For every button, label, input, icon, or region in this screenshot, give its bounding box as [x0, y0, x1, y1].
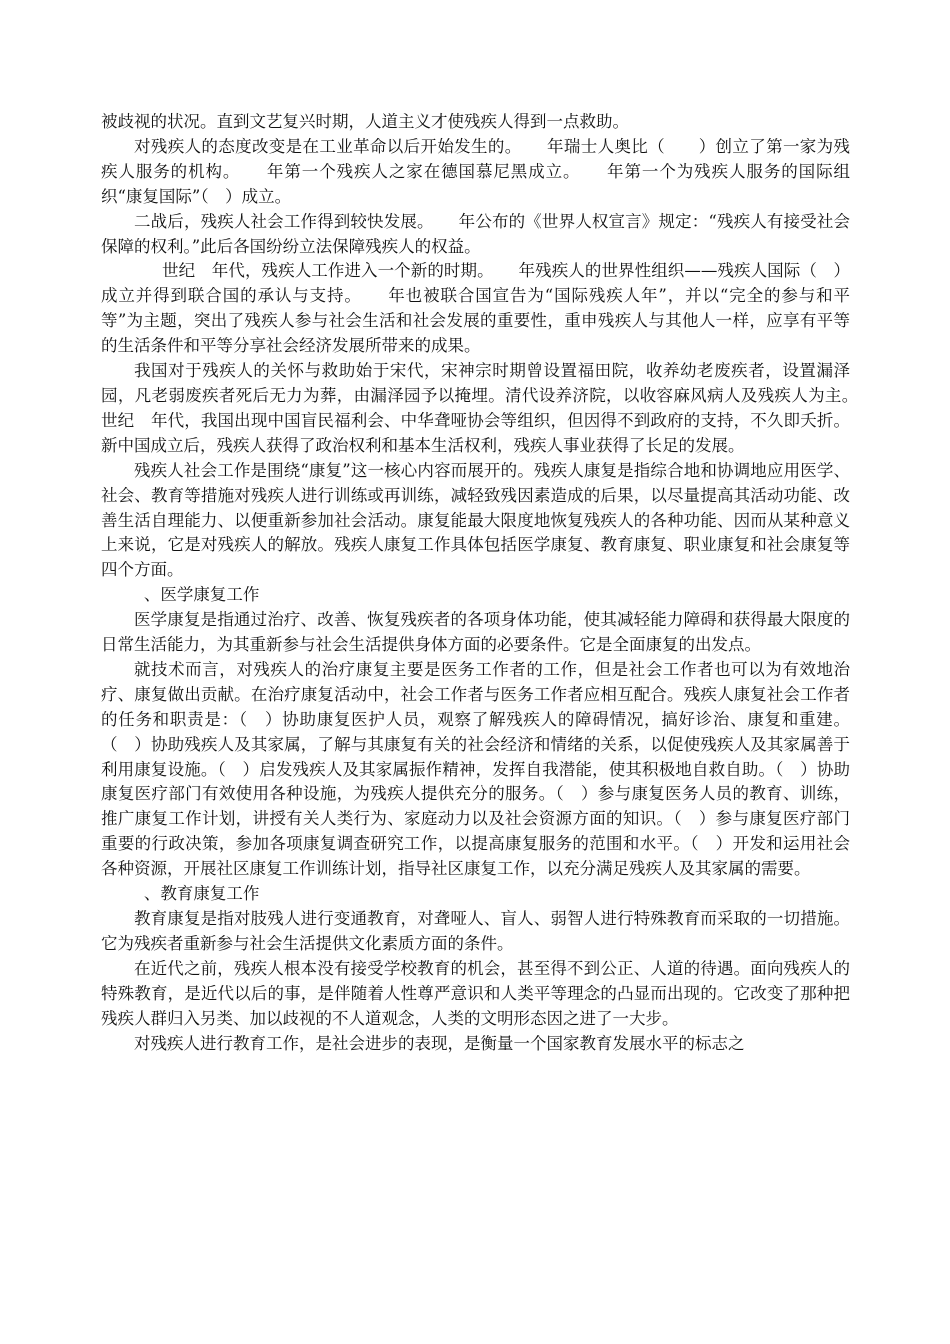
paragraph-6: 残疾人社会工作是围绕“康复”这一核心内容而展开的。残疾人康复是指综合地和协调地应用医学、社会、教育等措施对残疾人进行训练或再训练，减轻致残因素造成的后果，以尽量提高其活动功能、改善生活自理能力、以便重新参加社会活动。康复能最大限度地恢复残疾人的各种功能、因而从某种意义上来说，它是对残疾人的解放。残疾人康复工作具体包括医学康复、教育康复、职业康复和社会康复等四个方面。 — [101, 460, 850, 580]
paragraph-3: 二战后，残疾人社会工作得到较快发展。 年公布的《世界人权宣言》规定：“残疾人有接受社会保障的权利。”此后各国纷纷立法保障残疾人的权益。 — [101, 211, 850, 256]
document-page — [101, 110, 867, 1056]
paragraph-1: 被歧视的状况。直到文艺复兴时期，人道主义才使残疾人得到一点救助。 — [101, 112, 629, 131]
paragraph-10: 在近代之前，残疾人根本没有接受学校教育的机会，甚至得不到公正、人道的待遇。面向残疾人的特殊教育，是近代以后的事，是伴随着人性尊严意识和人类平等理念的凸显而出现的。它改变了那种把残疾人群归入另类、加以歧视的不人道观念，人类的文明形态因之进了一大步。 — [101, 958, 850, 1028]
paragraph-8: 就技术而言，对残疾人的治疗康复主要是医务工作者的工作，但是社会工作者也可以为有效地治疗、康复做出贡献。在治疗康复活动中，社会工作者与医务工作者应相互配合。残疾人康复社会工作者的任务和职责是：（ ）协助康复医护人员，观察了解残疾人的障碍情况，搞好诊治、康复和重建。（ ）协助残疾人及其家属，了解与其康复有关的社会经济和情绪的关系，以促使残疾人及其家属善于利用康复设施。（ ）启发残疾人及其家属振作精神，发挥自我潜能，使其积极地自救自助。（ ）协助康复医疗部门有效使用各种设施，为残疾人提供充分的服务。（ ）参与康复医务人员的教育、训练，推广康复工作计划，讲授有关人类行为、家庭动力以及社会资源方面的知识。（ ）参与康复医疗部门重要的行政决策，参加各项康复调查研究工作，以提高康复服务的范围和水平。（ ）开发和运用社会各种资源，开展社区康复工作训练计划，指导社区康复工作，以充分满足残疾人及其家属的需要。 — [101, 659, 850, 879]
paragraph-2: 对残疾人的态度改变是在工业革命以后开始发生的。 年瑞士人奥比（ ）创立了第一家为残疾人服务的机构。 年第一个残疾人之家在德国慕尼黑成立。 年第一个为残疾人服务的国际组织“康复国际”（ ）成立。 — [101, 136, 850, 206]
paragraph-5: 我国对于残疾人的关怀与救助始于宋代，宋神宗时期曾设置福田院，收养幼老废疾者，设置漏泽园，凡老弱废疾者死后无力为葬，由漏泽园予以掩埋。清代设养济院，以收容麻风病人及残疾人为主。 世纪 年代，我国出现中国盲民福利会、中华聋哑协会等组织，但因得不到政府的支持，不久即夭折。新中国成立后，残疾人获得了政治权利和基本生活权利，残疾人事业获得了长足的发展。 — [101, 361, 867, 455]
section-heading-medical-rehab: 、医学康复工作 — [143, 585, 260, 605]
paragraph-11: 对残疾人进行教育工作，是社会进步的表现，是衡量一个国家教育发展水平的标志之 — [134, 1033, 745, 1053]
paragraph-9: 教育康复是指对肢残人进行变通教育，对聋哑人、盲人、弱智人进行特殊教育而采取的一切措施。它为残疾者重新参与社会生活提供文化素质方面的条件。 — [101, 909, 850, 953]
paragraph-7: 医学康复是指通过治疗、改善、恢复残疾者的各项身体功能，使其减轻能力障碍和获得最大限度的日常生活能力，为其重新参与社会生活提供身体方面的必要条件。它是全面康复的出发点。 — [101, 610, 850, 655]
section-heading-education-rehab: 、教育康复工作 — [143, 884, 260, 904]
paragraph-4: 世纪 年代，残疾人工作进入一个新的时期。 年残疾人的世界性组织——残疾人国际（ ）成立并得到联合国的承认与支持。 年也被联合国宣告为“国际残疾人年”，并以“完全的参与和平等”为主题，突出了残疾人参与社会生活和社会发展的重要性，重申残疾人与其他人一样，应享有平等的生活条件和平等分享社会经济发展所带来的成果。 — [101, 261, 850, 356]
